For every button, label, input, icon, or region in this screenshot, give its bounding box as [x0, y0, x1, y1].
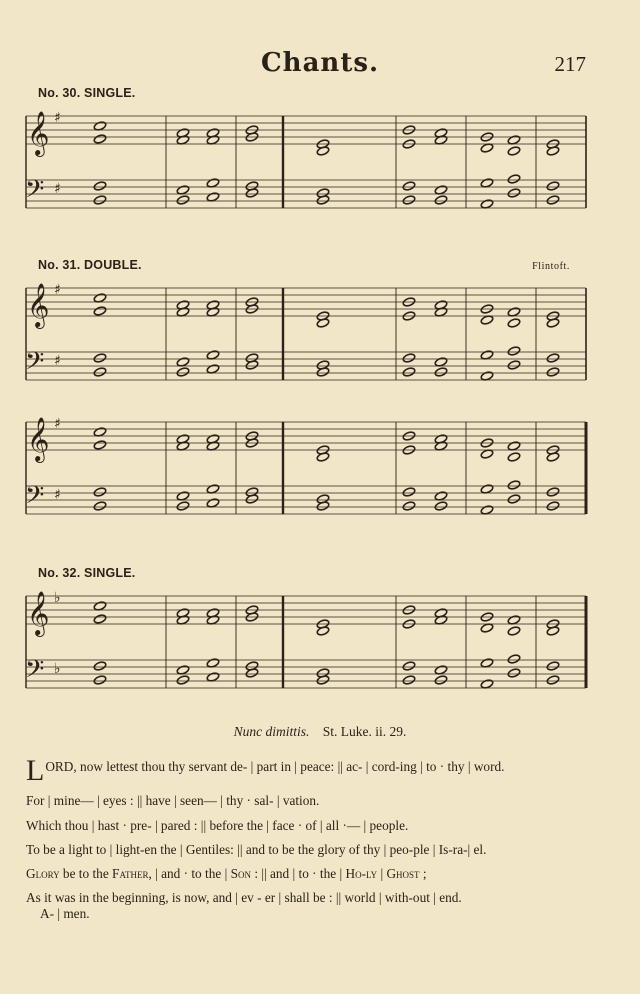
note-head	[402, 181, 416, 191]
note-head	[546, 195, 560, 205]
note-head	[93, 501, 107, 511]
sharp-key-signature: ♯	[54, 282, 61, 298]
verse-5	[26, 865, 592, 882]
note-head	[93, 181, 107, 191]
note-head	[402, 675, 416, 685]
bass-clef: 𝄢	[25, 655, 45, 690]
word-ghost: Ghost	[386, 866, 420, 881]
note-head	[434, 675, 448, 685]
note-head	[507, 188, 521, 198]
note-head	[507, 452, 521, 462]
verse-3: Which thou | hast · pre- | pared : || before the | face · of | all ·— | people.	[26, 818, 409, 833]
note-head	[546, 353, 560, 363]
note-head	[434, 195, 448, 205]
chant-heading-32: No. 32. SINGLE.	[38, 566, 136, 580]
note-head	[93, 353, 107, 363]
note-head	[402, 487, 416, 497]
note-head	[546, 487, 560, 497]
flat-key-signature: ♭	[54, 661, 61, 677]
treble-clef: 𝄞	[27, 111, 50, 155]
note-head	[434, 367, 448, 377]
verse-2: For | mine— | eyes : || have | seen— | thy · sal- | vation.	[26, 793, 320, 808]
note-head	[434, 501, 448, 511]
page-number: 217	[554, 52, 586, 76]
bass-clef: 𝄢	[25, 347, 45, 382]
note-head	[546, 367, 560, 377]
note-head	[176, 501, 190, 511]
verse-6-continuation: A- | men.	[40, 906, 90, 921]
chant-31-score-part-1	[0, 276, 640, 398]
verse-6: As it was in the beginning, is now, and | ev - er | shall be : || world | with-out | end.	[26, 890, 462, 905]
note-head	[546, 675, 560, 685]
note-head	[402, 501, 416, 511]
word-holy: Ho-ly	[345, 866, 378, 881]
note-head	[402, 367, 416, 377]
note-head	[507, 626, 521, 636]
chant-heading-31: No. 31. DOUBLE.	[38, 258, 142, 272]
note-head	[93, 661, 107, 671]
chant-32-score	[0, 584, 640, 706]
note-head	[402, 195, 416, 205]
bass-clef: 𝄢	[25, 175, 45, 210]
chant-30-score	[0, 104, 640, 226]
note-head	[93, 440, 107, 450]
note-head	[93, 306, 107, 316]
note-head	[402, 353, 416, 363]
verse-5-part: : || and | to · the |	[251, 866, 346, 881]
note-head	[93, 675, 107, 685]
chant-heading-30: No. 30. SINGLE.	[38, 86, 136, 100]
note-head	[507, 174, 521, 184]
note-head	[507, 146, 521, 156]
verse-1	[26, 754, 592, 787]
sharp-key-signature: ♯	[54, 353, 61, 369]
treble-clef: 𝄞	[27, 283, 50, 327]
sharp-key-signature: ♯	[54, 181, 61, 197]
verse-5-part: be to the	[59, 866, 113, 881]
bass-clef: 𝄢	[25, 481, 45, 516]
note-head	[507, 346, 521, 356]
note-head	[546, 181, 560, 191]
note-head	[93, 487, 107, 497]
verse-4: To be a light to | light-en the | Gentiles: || and to be the glory of thy | peo-ple | Is-ra-| el.	[26, 842, 487, 857]
note-head	[546, 661, 560, 671]
sharp-key-signature: ♯	[54, 416, 61, 432]
note-head	[507, 480, 521, 490]
canticle-title: Nunc dimittis.	[233, 724, 310, 739]
flat-key-signature: ♭	[54, 590, 61, 606]
note-head	[507, 668, 521, 678]
note-head	[507, 360, 521, 370]
note-head	[93, 134, 107, 144]
scripture-reference: St. Luke. ii. 29.	[322, 724, 407, 739]
treble-clef: 𝄞	[27, 417, 50, 461]
note-head	[93, 367, 107, 377]
note-head	[507, 318, 521, 328]
sharp-key-signature: ♯	[54, 487, 61, 503]
word-son: Son	[230, 866, 251, 881]
chant-31-score-part-2	[0, 410, 640, 532]
note-head	[93, 195, 107, 205]
word-glory: Glory	[26, 866, 60, 881]
note-head	[176, 367, 190, 377]
drop-cap: L	[26, 754, 45, 787]
note-head	[176, 195, 190, 205]
note-head	[176, 675, 190, 685]
page-title: Chants.	[260, 48, 380, 78]
verse-5-part: , | and · to the |	[148, 866, 231, 881]
verse-5-part: ;	[419, 866, 427, 881]
verse-5-part: |	[377, 866, 387, 881]
source-line	[0, 724, 640, 740]
verse-1-text: ORD, now lettest thou thy servant de- | part in | peace: || ac- | cord-ing | to · thy | word.	[45, 759, 505, 774]
note-head	[402, 661, 416, 671]
note-head	[546, 501, 560, 511]
word-father: Father	[112, 866, 149, 881]
sharp-key-signature: ♯	[54, 110, 61, 126]
note-head	[93, 614, 107, 624]
composer-name: Flintoft.	[532, 261, 570, 272]
note-head	[507, 654, 521, 664]
note-head	[507, 494, 521, 504]
treble-clef: 𝄞	[27, 591, 50, 635]
